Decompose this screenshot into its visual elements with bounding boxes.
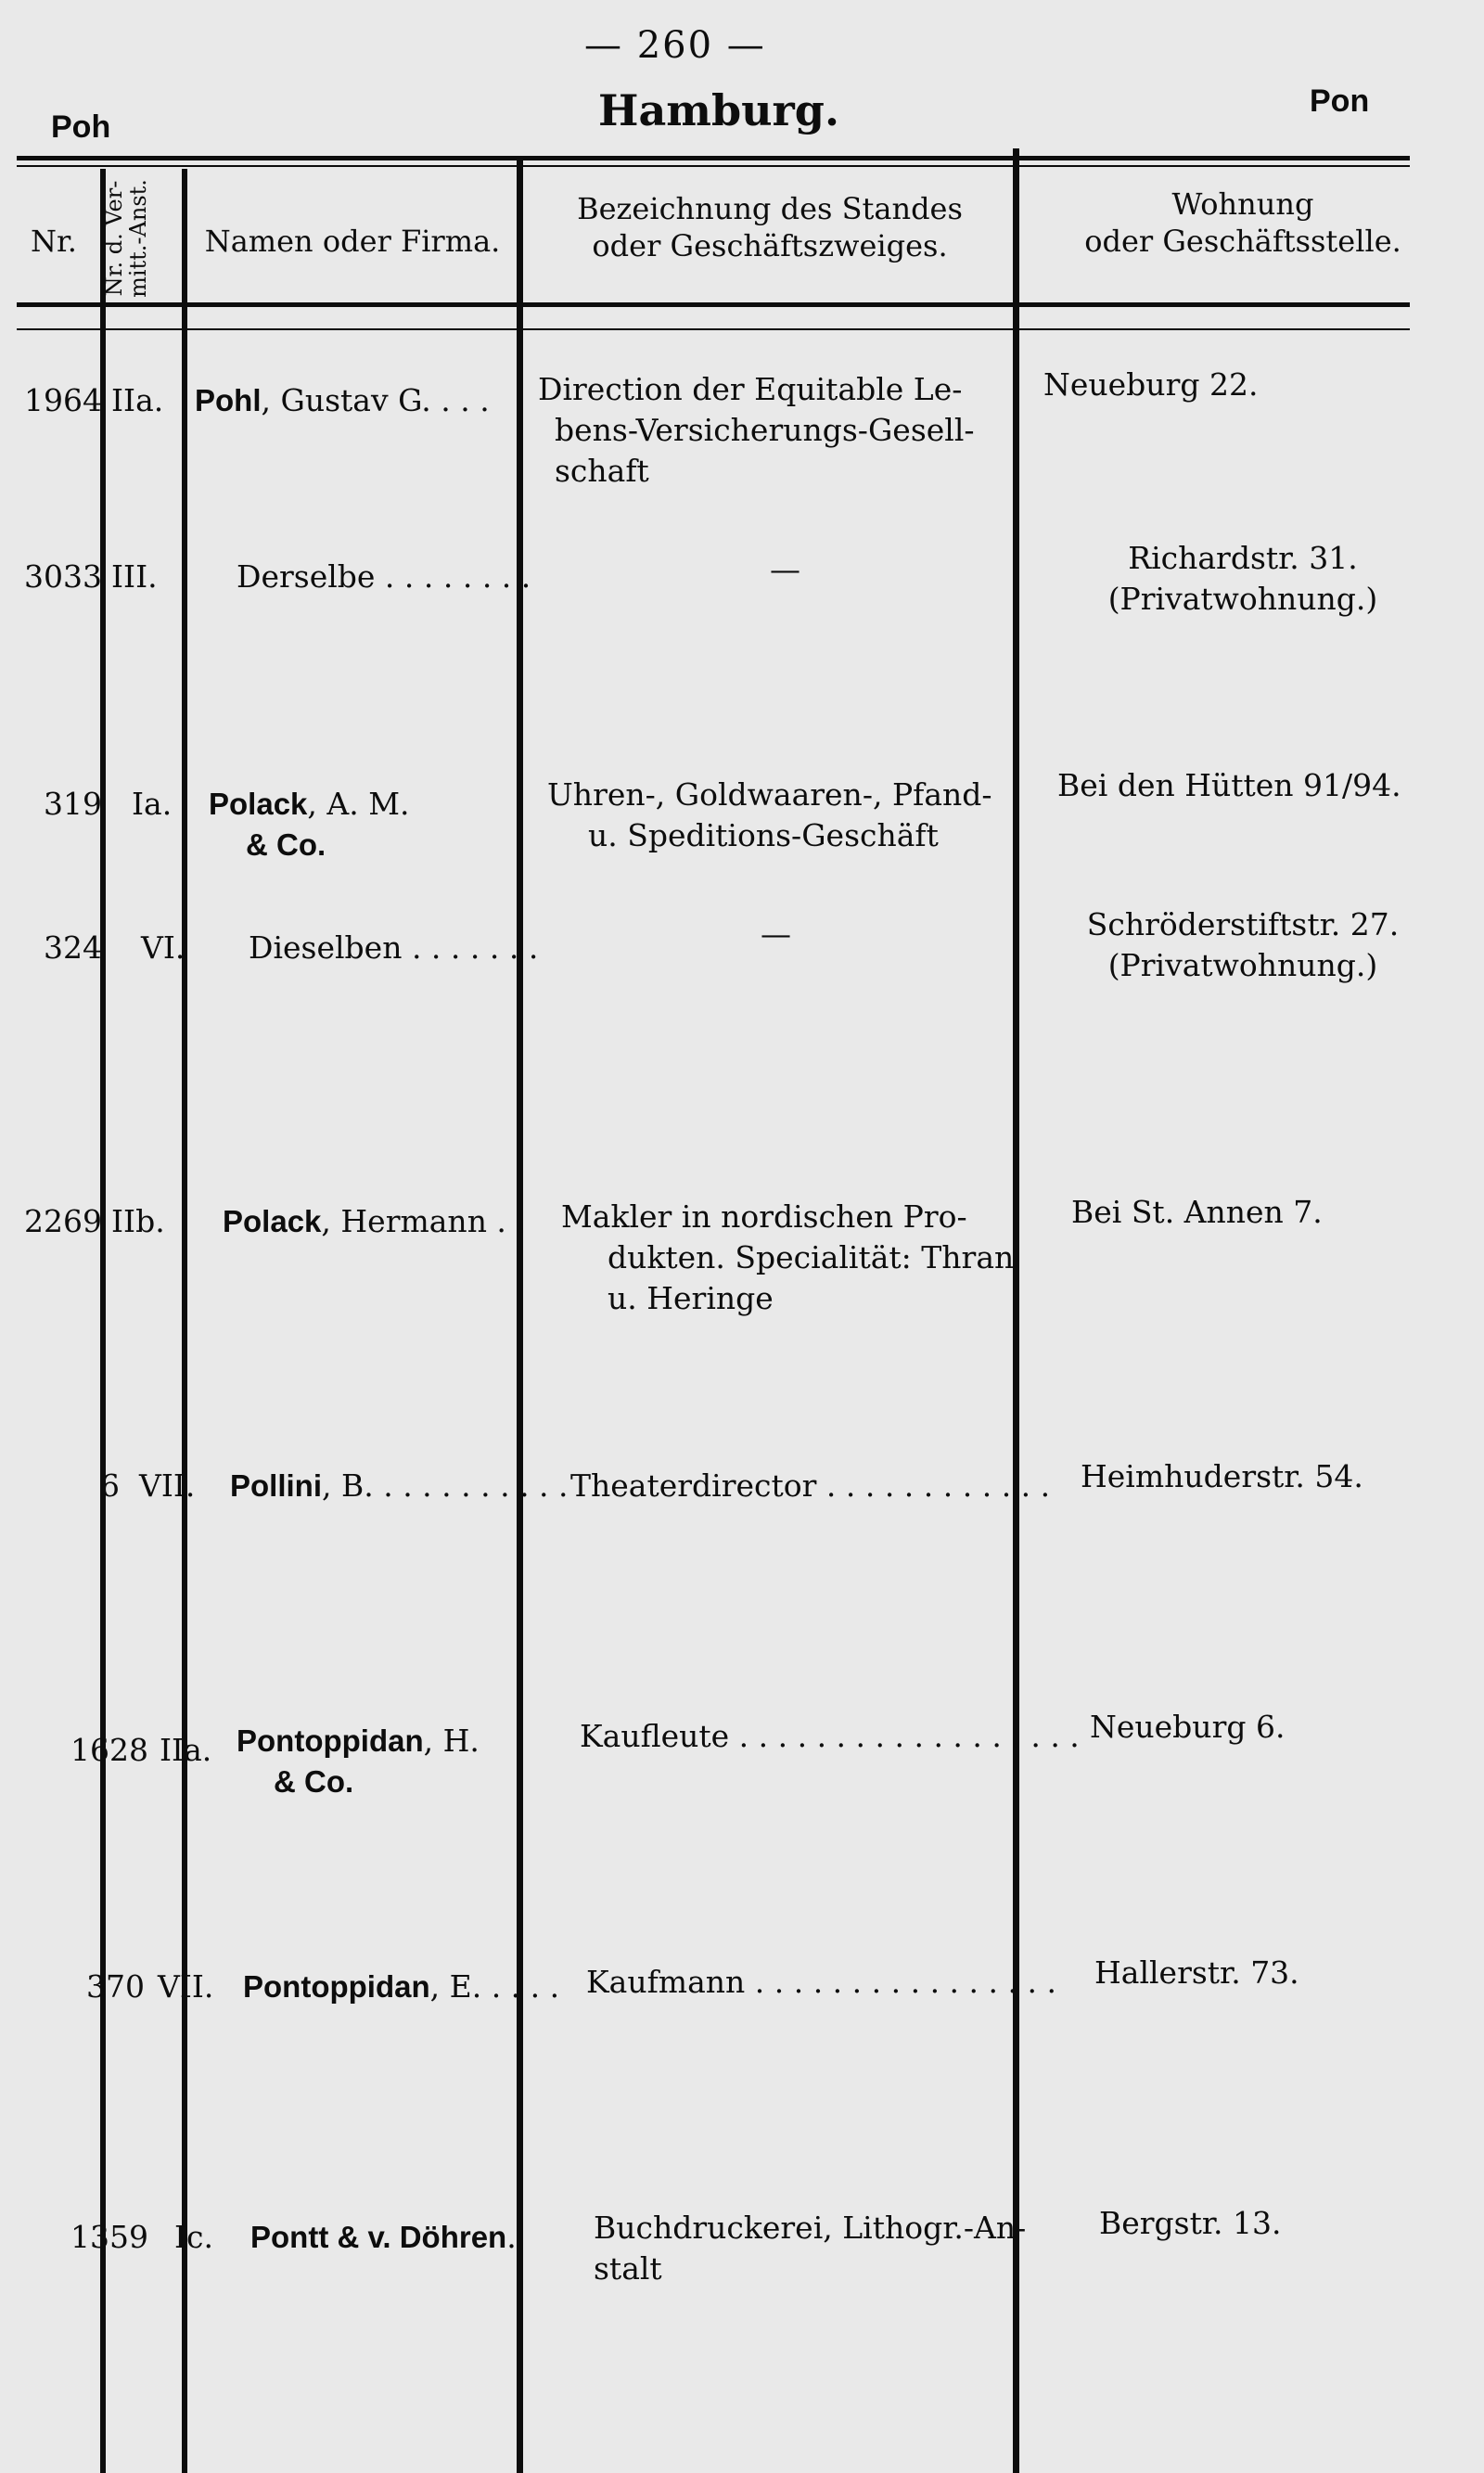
entry-description-line: — xyxy=(770,551,800,587)
column-rule-agency xyxy=(182,169,187,2473)
entry-description xyxy=(594,2208,1094,2289)
entry-nr: 324 xyxy=(44,929,102,966)
entry-description-line: Theaterdirector . . . . . . . . . . . . xyxy=(570,1467,1051,1504)
entry-address-line: Richardstr. 31. xyxy=(1128,540,1358,576)
entry-name xyxy=(223,1201,526,1242)
entry-address xyxy=(1030,904,1456,986)
entry-class: VI. xyxy=(141,929,186,966)
entry-name-bold: Pollini xyxy=(230,1468,322,1503)
entry-name-bold: Pontt & v. Döhren xyxy=(250,2220,507,2254)
entry-name-rest: , E. . . . . xyxy=(429,1968,560,2005)
col-header-profession-line2: oder Geschäftszweiges. xyxy=(592,228,948,263)
entry-name xyxy=(195,380,490,421)
entry-description xyxy=(770,549,825,590)
entry-description-line: u. Heringe xyxy=(608,1280,774,1316)
entry-name xyxy=(237,557,531,597)
entry-name-bold: Pontoppidan xyxy=(237,1723,424,1758)
entry-description-line: u. Speditions-Geschäft xyxy=(588,817,939,853)
entry-name-rest: , B. . . . . . . . . . . xyxy=(322,1467,569,1504)
entry-class: IIa. xyxy=(160,1732,212,1768)
entry-address-line: Schröderstiftstr. 27. xyxy=(1086,906,1400,942)
entry-class: Ia. xyxy=(132,786,173,822)
entry-description-line: schaft xyxy=(555,453,649,489)
entry-description xyxy=(580,1716,1081,1757)
entry-nr: 3033 xyxy=(24,558,102,595)
col-header-nr: Nr. xyxy=(31,224,77,259)
top-rule xyxy=(17,156,1410,160)
header-bottom-rule-thin xyxy=(17,328,1410,330)
entry-description-line: — xyxy=(761,916,791,952)
entry-description xyxy=(538,369,1039,492)
entry-name xyxy=(230,1466,569,1506)
entry-nr: 2269 xyxy=(24,1203,102,1239)
entry-address-line: Hallerstr. 73. xyxy=(1094,1954,1299,1991)
entry-name-rest: Derselbe . . . . . . . . xyxy=(237,558,531,595)
entry-address-line: (Privatwohnung.) xyxy=(1107,947,1378,983)
col-header-profession xyxy=(529,190,1011,264)
entry-name-rest: , Gustav G. . . . xyxy=(261,382,490,418)
entry-name-rest: , H. xyxy=(423,1723,480,1759)
entry-address-line: (Privatwohnung.) xyxy=(1107,581,1378,617)
col-header-profession-line1: Bezeichnung des Standes xyxy=(577,191,963,226)
entry-name-rest: , Hermann . . xyxy=(321,1203,526,1239)
entry-address-line: Bei St. Annen 7. xyxy=(1071,1194,1323,1230)
entry-class: VII. xyxy=(139,1467,196,1504)
entry-name-rest: Dieselben . . . . . . . xyxy=(249,929,539,966)
col-header-address-line2: oder Geschäftsstelle. xyxy=(1084,224,1401,259)
entry-name xyxy=(209,784,409,865)
entry-description-line: Uhren-, Goldwaaren-, Pfand- xyxy=(547,776,992,813)
entry-address xyxy=(1030,538,1456,620)
entry-nr: 6 xyxy=(100,1467,120,1504)
entry-description-line: Kaufmann . . . . . . . . . . . . . . . . xyxy=(586,1964,1056,2000)
entry-nr: 370 xyxy=(86,1968,145,2005)
entry-name-bold: Pontoppidan xyxy=(243,1969,430,2004)
entry-address xyxy=(1043,365,1470,405)
entry-description-line: bens-Versicherungs-Gesell- xyxy=(555,412,975,448)
col-header-address-line1: Wohnung xyxy=(1171,186,1314,222)
entry-name-bold: Polack xyxy=(209,787,308,821)
entry-description xyxy=(561,1197,1062,1319)
entry-description-line: Kaufleute . . . . . . . . . . . . . . . . . . xyxy=(580,1718,1080,1754)
entry-address-line: Neueburg 6. xyxy=(1090,1709,1286,1745)
entry-address xyxy=(1081,1456,1484,1497)
column-rule-nr xyxy=(100,169,106,2473)
entry-name xyxy=(250,2217,517,2258)
entry-nr: 1964 xyxy=(24,382,102,418)
entry-address xyxy=(1071,1192,1484,1233)
col-header-address xyxy=(1025,186,1461,260)
entry-name xyxy=(249,928,538,968)
entry-name-line2: & Co. xyxy=(274,1764,354,1799)
entry-description xyxy=(547,775,1048,856)
column-rule-name xyxy=(517,156,523,2473)
top-rule-thin xyxy=(17,165,1410,167)
col-header-agency: Nr. d. Ver-mitt.-Anst. xyxy=(101,179,151,298)
entry-description-line: Buchdruckerei, Lithogr.-An- xyxy=(594,2210,1027,2246)
entry-name xyxy=(237,1721,480,1802)
entry-address-line: Bei den Hütten 91/94. xyxy=(1057,767,1401,803)
entry-description xyxy=(570,1466,1071,1506)
entry-address xyxy=(1057,765,1484,806)
entry-name-bold: Pohl xyxy=(195,383,262,417)
entry-description-line: Direction der Equitable Le- xyxy=(538,371,963,407)
entry-address-line: Neueburg 22. xyxy=(1043,366,1259,403)
entry-name xyxy=(243,1967,559,2007)
entry-description xyxy=(761,914,816,955)
entry-description xyxy=(586,1962,1087,2003)
entry-class: VII. xyxy=(158,1968,214,2005)
header-bottom-rule xyxy=(17,302,1410,307)
entry-class: Ic. xyxy=(174,2219,214,2255)
col-header-name: Namen oder Firma. xyxy=(204,224,501,259)
entry-nr: 319 xyxy=(44,786,102,822)
entry-name-line2: & Co. xyxy=(246,827,326,862)
entry-address-line: Bergstr. 13. xyxy=(1099,2205,1282,2241)
entry-address xyxy=(1090,1707,1484,1748)
page-number: — 260 — xyxy=(584,24,766,67)
entry-description-line: Makler in nordischen Pro- xyxy=(561,1198,967,1235)
entry-address xyxy=(1094,1953,1484,1993)
entry-class: IIa. xyxy=(111,382,164,418)
entry-class: IIb. xyxy=(111,1203,165,1239)
entry-nr: 1628 xyxy=(70,1732,148,1768)
city-title: Hamburg. xyxy=(598,85,839,135)
entry-name-rest: , A. M. xyxy=(307,786,410,822)
entry-description-line: stalt xyxy=(594,2250,662,2287)
entry-class: III. xyxy=(111,558,158,595)
entry-address xyxy=(1099,2203,1484,2244)
entry-nr: 1359 xyxy=(70,2219,148,2255)
guide-word-right: Pon xyxy=(1310,83,1370,119)
entry-description-line: dukten. Specialität: Thran xyxy=(608,1239,1015,1275)
guide-word-left: Poh xyxy=(51,109,111,145)
entry-name-bold: Polack xyxy=(223,1204,322,1238)
entry-name-rest: . xyxy=(506,2219,517,2255)
entry-address-line: Heimhuderstr. 54. xyxy=(1081,1458,1363,1494)
